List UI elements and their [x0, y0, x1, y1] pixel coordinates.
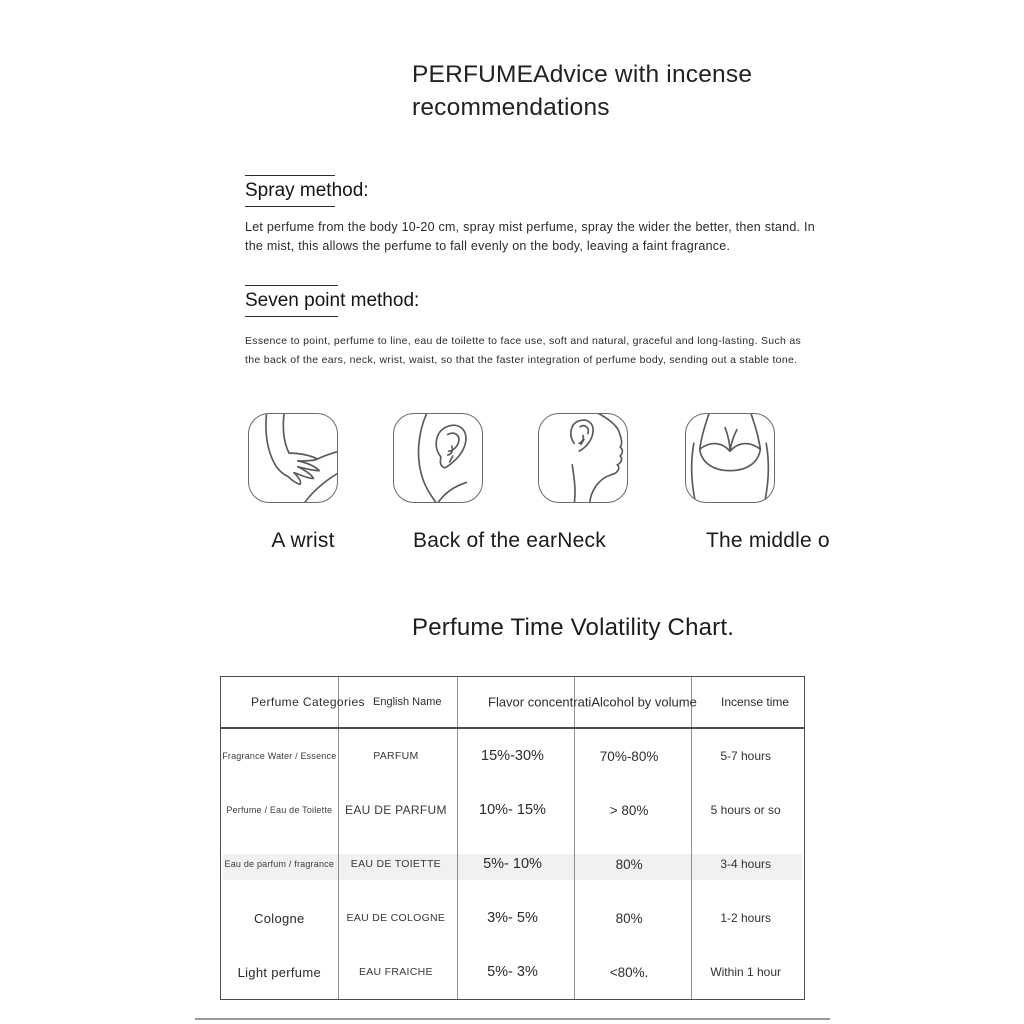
table-row — [221, 729, 804, 783]
cell-flavor-concentration: 5%- 3% — [487, 964, 538, 980]
cell-english-name: EAU DE TOIETTE — [350, 858, 441, 870]
header-perfume-categories: Perfume Categories — [251, 695, 365, 709]
cell-incense-time: 3-4 hours — [720, 857, 772, 871]
chest-label: The middle o — [706, 529, 830, 552]
header-english-name: English Name — [373, 696, 442, 708]
neck-profile-icon — [538, 413, 628, 503]
cell-flavor-concentration: 5%- 10% — [483, 856, 542, 872]
cell-alcohol-volume: 70%-80% — [599, 748, 659, 764]
cell-english-name: EAU FRAICHE — [358, 966, 433, 978]
cell-english-name: EAU DE COLOGNE — [346, 912, 446, 924]
ear-label: Back of the ear — [413, 529, 558, 552]
cell-alcohol-volume: 80% — [615, 856, 643, 872]
page-title: PERFUMEAdvice with incense recommendations — [412, 61, 753, 121]
volatility-table — [220, 676, 805, 1000]
cell-category: Cologne — [254, 910, 305, 926]
header-incense-time: Incense time — [721, 695, 790, 709]
chest-icon — [685, 413, 775, 503]
cell-incense-time: 5 hours or so — [710, 803, 781, 817]
cell-incense-time: 1-2 hours — [720, 911, 772, 925]
table-header-row — [221, 677, 804, 727]
seven-point-method-text: Essence to point, perfume to line, eau de toilette to face use, soft and natural, graceful and long-lasting. Such as the back of the ears, neck, wrist, waist, so that the faster integration of perfume body, sending out a stable tone. — [245, 335, 802, 366]
cell-alcohol-volume: 80% — [615, 910, 643, 926]
cell-category: Light perfume — [237, 964, 321, 980]
cell-flavor-concentration: 10%- 15% — [479, 802, 546, 818]
neck-label: Neck — [557, 529, 606, 552]
cell-incense-time: Within 1 hour — [710, 965, 782, 979]
spray-method-text: Let perfume from the body 10-20 cm, spray mist perfume, spray the wider the better, then stand. In the mist, this allows the perfume to fall evenly on the body, leaving a faint fragrance. — [245, 220, 815, 253]
table-row-highlighted — [221, 837, 804, 891]
seven-point-method-heading: Seven point method: — [245, 287, 419, 316]
table-row — [221, 945, 804, 999]
cell-incense-time: 5-7 hours — [720, 749, 772, 763]
wrist-label: A wrist — [271, 529, 335, 552]
cell-category: Eau de parfum / fragrance — [224, 859, 335, 869]
wrist-icon — [248, 413, 338, 503]
cell-alcohol-volume: > 80% — [609, 802, 649, 818]
bottom-separator — [195, 1018, 830, 1020]
cell-alcohol-volume: <80%. — [609, 964, 649, 980]
cell-english-name: PARFUM — [373, 750, 419, 762]
volatility-chart-title: Perfume Time Volatility Chart. — [412, 614, 735, 641]
table-row — [221, 783, 804, 837]
table-row — [221, 891, 804, 945]
spray-method-heading: Spray method: — [245, 177, 369, 206]
cell-category: Perfume / Eau de Toilette — [226, 805, 333, 815]
header-flavor-alcohol: Flavor concentratiAlcohol by volume — [488, 694, 697, 710]
cell-flavor-concentration: 15%-30% — [481, 748, 544, 764]
ear-icon — [393, 413, 483, 503]
table-body — [221, 729, 804, 999]
cell-category: Fragrance Water / Essence — [222, 751, 337, 761]
cell-english-name: EAU DE PARFUM — [345, 803, 447, 817]
cell-flavor-concentration: 3%- 5% — [487, 910, 538, 926]
ear-neck-labels — [413, 529, 606, 553]
